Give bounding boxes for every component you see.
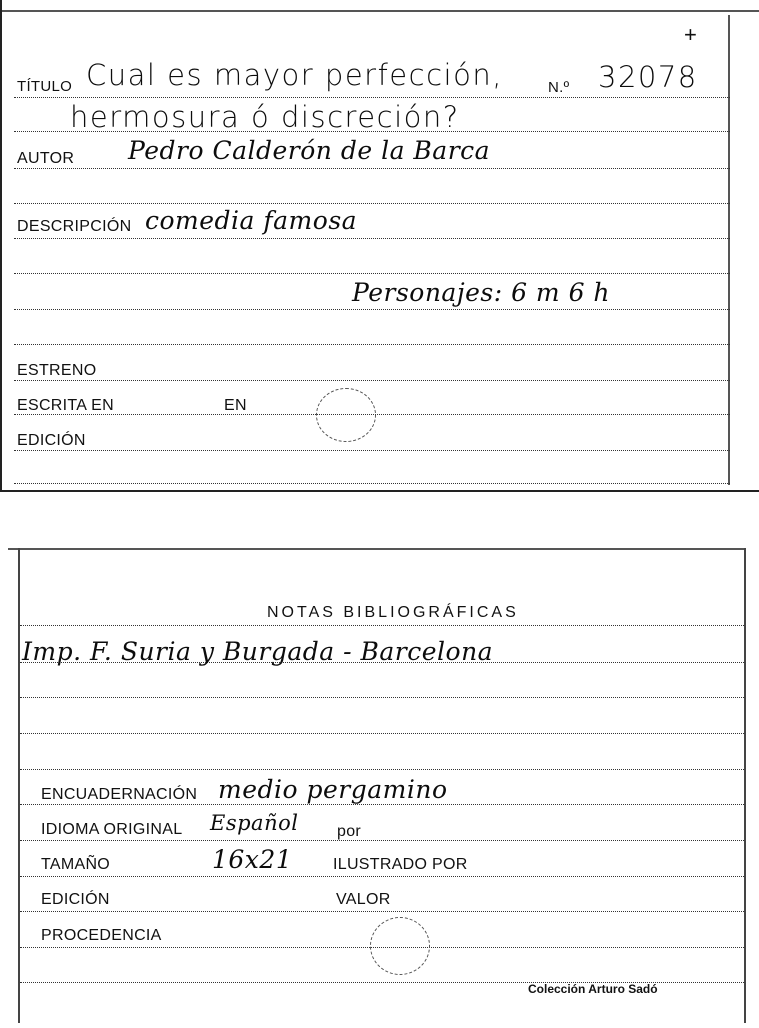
ruled-line (20, 911, 744, 912)
punch-hole (370, 917, 430, 975)
catalog-card-bottom (0, 545, 759, 1028)
punch-hole (316, 388, 376, 442)
edicion-label: EDICIÓN (17, 432, 86, 449)
ruled-line (14, 273, 730, 274)
card-top-edge (8, 548, 746, 550)
card-left-edge (18, 548, 20, 1023)
cross-mark: + (684, 22, 697, 47)
ruled-line (14, 483, 730, 484)
escrita-en-label: ESCRITA EN (17, 397, 114, 414)
ruled-line (20, 625, 744, 626)
ruled-line (14, 344, 730, 345)
valor-label: VALOR (336, 891, 391, 908)
autor-handwriting: Pedro Calderón de la Barca (128, 136, 491, 165)
ruled-line (20, 697, 744, 698)
ruled-line (14, 238, 730, 239)
notas-handwriting: Imp. F. Suria y Burgada - Barcelona (22, 637, 494, 666)
ruled-line (14, 97, 730, 98)
title-handwriting-line2: hermosura ó discreción? (70, 100, 460, 134)
ruled-line (20, 840, 744, 841)
edicion-label: EDICIÓN (41, 891, 110, 908)
card-right-edge (744, 548, 746, 1023)
ilustrado-por-label: ILUSTRADO POR (333, 856, 468, 873)
descripcion-handwriting: comedia famosa (145, 206, 358, 235)
en-label: EN (224, 397, 247, 414)
card-bottom-edge (0, 490, 759, 492)
ruled-line (14, 203, 730, 204)
collection-footer: Colección Arturo Sadó (528, 982, 658, 996)
ruled-line (14, 168, 730, 169)
idioma-original-handwriting: Español (210, 811, 299, 835)
tamano-label: TAMAÑO (41, 856, 111, 873)
por-label: por (337, 823, 362, 840)
encuadernacion-label: ENCUADERNACIÓN (41, 786, 198, 803)
title-handwriting-line1: Cual es mayor perfección, (86, 58, 503, 92)
idioma-original-label: IDIOMA ORIGINAL (41, 821, 183, 838)
estreno-label: ESTRENO (17, 362, 97, 379)
ruled-line (20, 804, 744, 805)
card-top-edge (0, 10, 759, 12)
ruled-line (20, 769, 744, 770)
numero-label: N.º (548, 79, 570, 96)
ruled-line (14, 309, 730, 310)
personajes-handwriting: Personajes: 6 m 6 h (352, 278, 611, 307)
procedencia-label: PROCEDENCIA (41, 927, 162, 944)
autor-label: AUTOR (17, 150, 75, 167)
card-left-edge (0, 0, 2, 492)
ruled-line (14, 450, 730, 451)
catalog-number-handwriting: 32078 (598, 60, 698, 94)
ruled-line (20, 876, 744, 877)
titulo-label: TÍTULO (17, 78, 73, 95)
encuadernacion-handwriting: medio pergamino (218, 775, 448, 804)
catalog-card-top (0, 0, 759, 492)
ruled-line (20, 733, 744, 734)
descripcion-label: DESCRIPCIÓN (17, 218, 132, 235)
notas-bibliograficas-heading: NOTAS BIBLIOGRÁFICAS (267, 604, 519, 621)
tamano-handwriting: 16x21 (212, 845, 293, 874)
ruled-line (14, 380, 730, 381)
